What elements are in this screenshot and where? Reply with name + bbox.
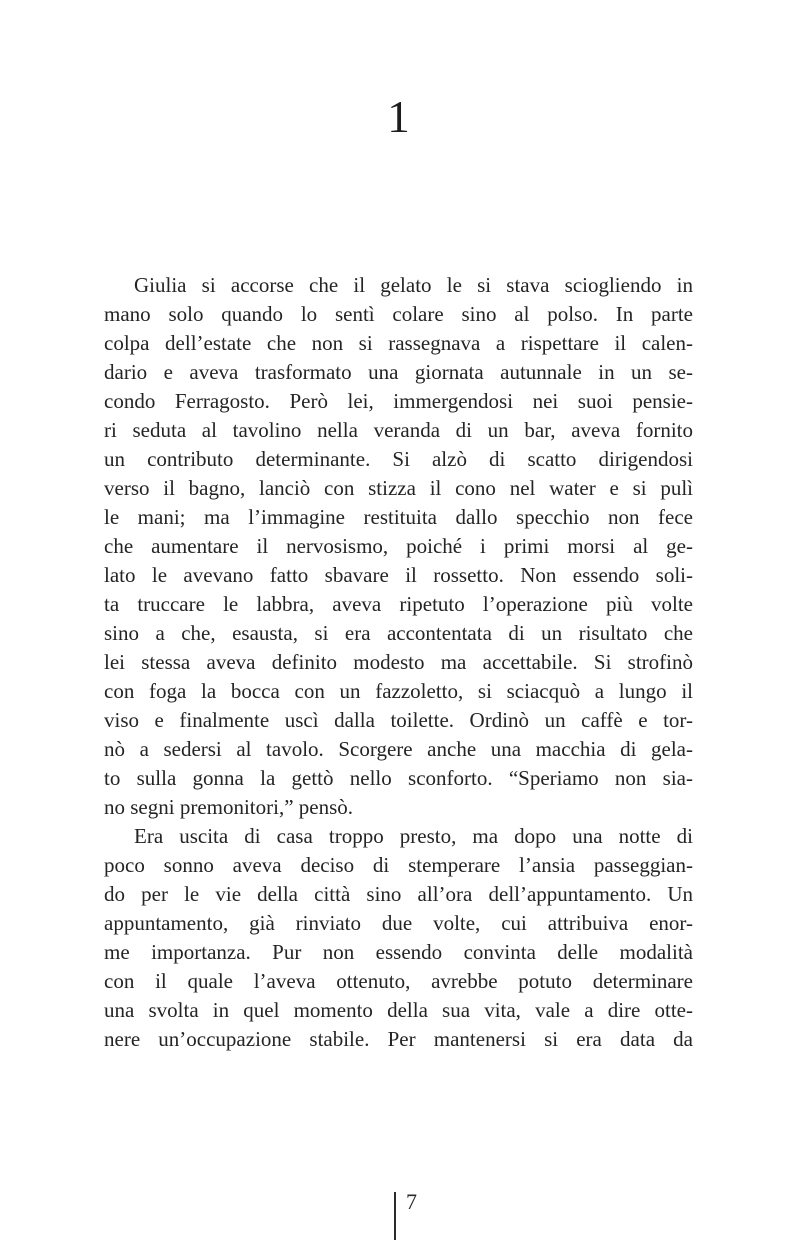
text-line: con il quale l’aveva ottenuto, avrebbe potuto determinare [104, 969, 693, 993]
text-line: dario e aveva trasformato una giornata autunnale in un se- [104, 360, 693, 384]
text-line: Era uscita di casa troppo presto, ma dopo una notte di [134, 824, 693, 848]
text-line: do per le vie della città sino all’ora dell’appuntamento. Un [104, 882, 693, 906]
text-line: appuntamento, già rinviato due volte, cui attribuiva enor- [104, 911, 693, 935]
text-line: un contributo determinante. Si alzò di scatto dirigendosi [104, 447, 693, 471]
text-line: lei stessa aveva definito modesto ma accettabile. Si strofinò [104, 650, 693, 674]
text-line: con foga la bocca con un fazzoletto, si sciacquò a lungo il [104, 679, 693, 703]
text-line: to sulla gonna la gettò nello sconforto. “Speriamo non sia- [104, 766, 693, 790]
text-line: me importanza. Pur non essendo convinta delle modalità [104, 940, 693, 964]
text-line: sino a che, esausta, si era accontentata di un risultato che [104, 621, 693, 645]
text-line: no segni premonitori,” pensò. [104, 795, 354, 819]
text-line: ri seduta al tavolino nella veranda di un bar, aveva fornito [104, 418, 693, 442]
footer-rule [394, 1192, 396, 1240]
text-line: lato le avevano fatto sbavare il rossetto. Non essendo soli- [104, 563, 693, 587]
body-text [104, 271, 693, 1054]
text-line: che aumentare il nervosismo, poiché i primi morsi al ge- [104, 534, 693, 558]
text-line: verso il bagno, lanciò con stizza il cono nel water e si pulì [104, 476, 693, 500]
text-line: poco sonno aveva deciso di stemperare l’ansia passeggian- [104, 853, 693, 877]
text-line: le mani; ma l’immagine restituita dallo specchio non fece [104, 505, 693, 529]
page-number: 7 [406, 1189, 417, 1214]
text-line: Giulia si accorse che il gelato le si stava sciogliendo in [134, 273, 693, 297]
text-line: colpa dell’estate che non si rassegnava a rispettare il calen- [104, 331, 693, 355]
text-line: nò a sedersi al tavolo. Scorgere anche una macchia di gela- [104, 737, 693, 761]
text-line: una svolta in quel momento della sua vita, vale a dire otte- [104, 998, 693, 1022]
text-line: ta truccare le labbra, aveva ripetuto l’operazione più volte [104, 592, 693, 616]
chapter-number: 1 [387, 92, 410, 142]
text-line: viso e finalmente uscì dalla toilette. Ordinò un caffè e tor- [104, 708, 693, 732]
text-line: condo Ferragosto. Però lei, immergendosi nei suoi pensie- [104, 389, 693, 413]
text-line: nere un’occupazione stabile. Per mantenersi si era data da [104, 1027, 693, 1051]
text-line: mano solo quando lo sentì colare sino al polso. In parte [104, 302, 693, 326]
